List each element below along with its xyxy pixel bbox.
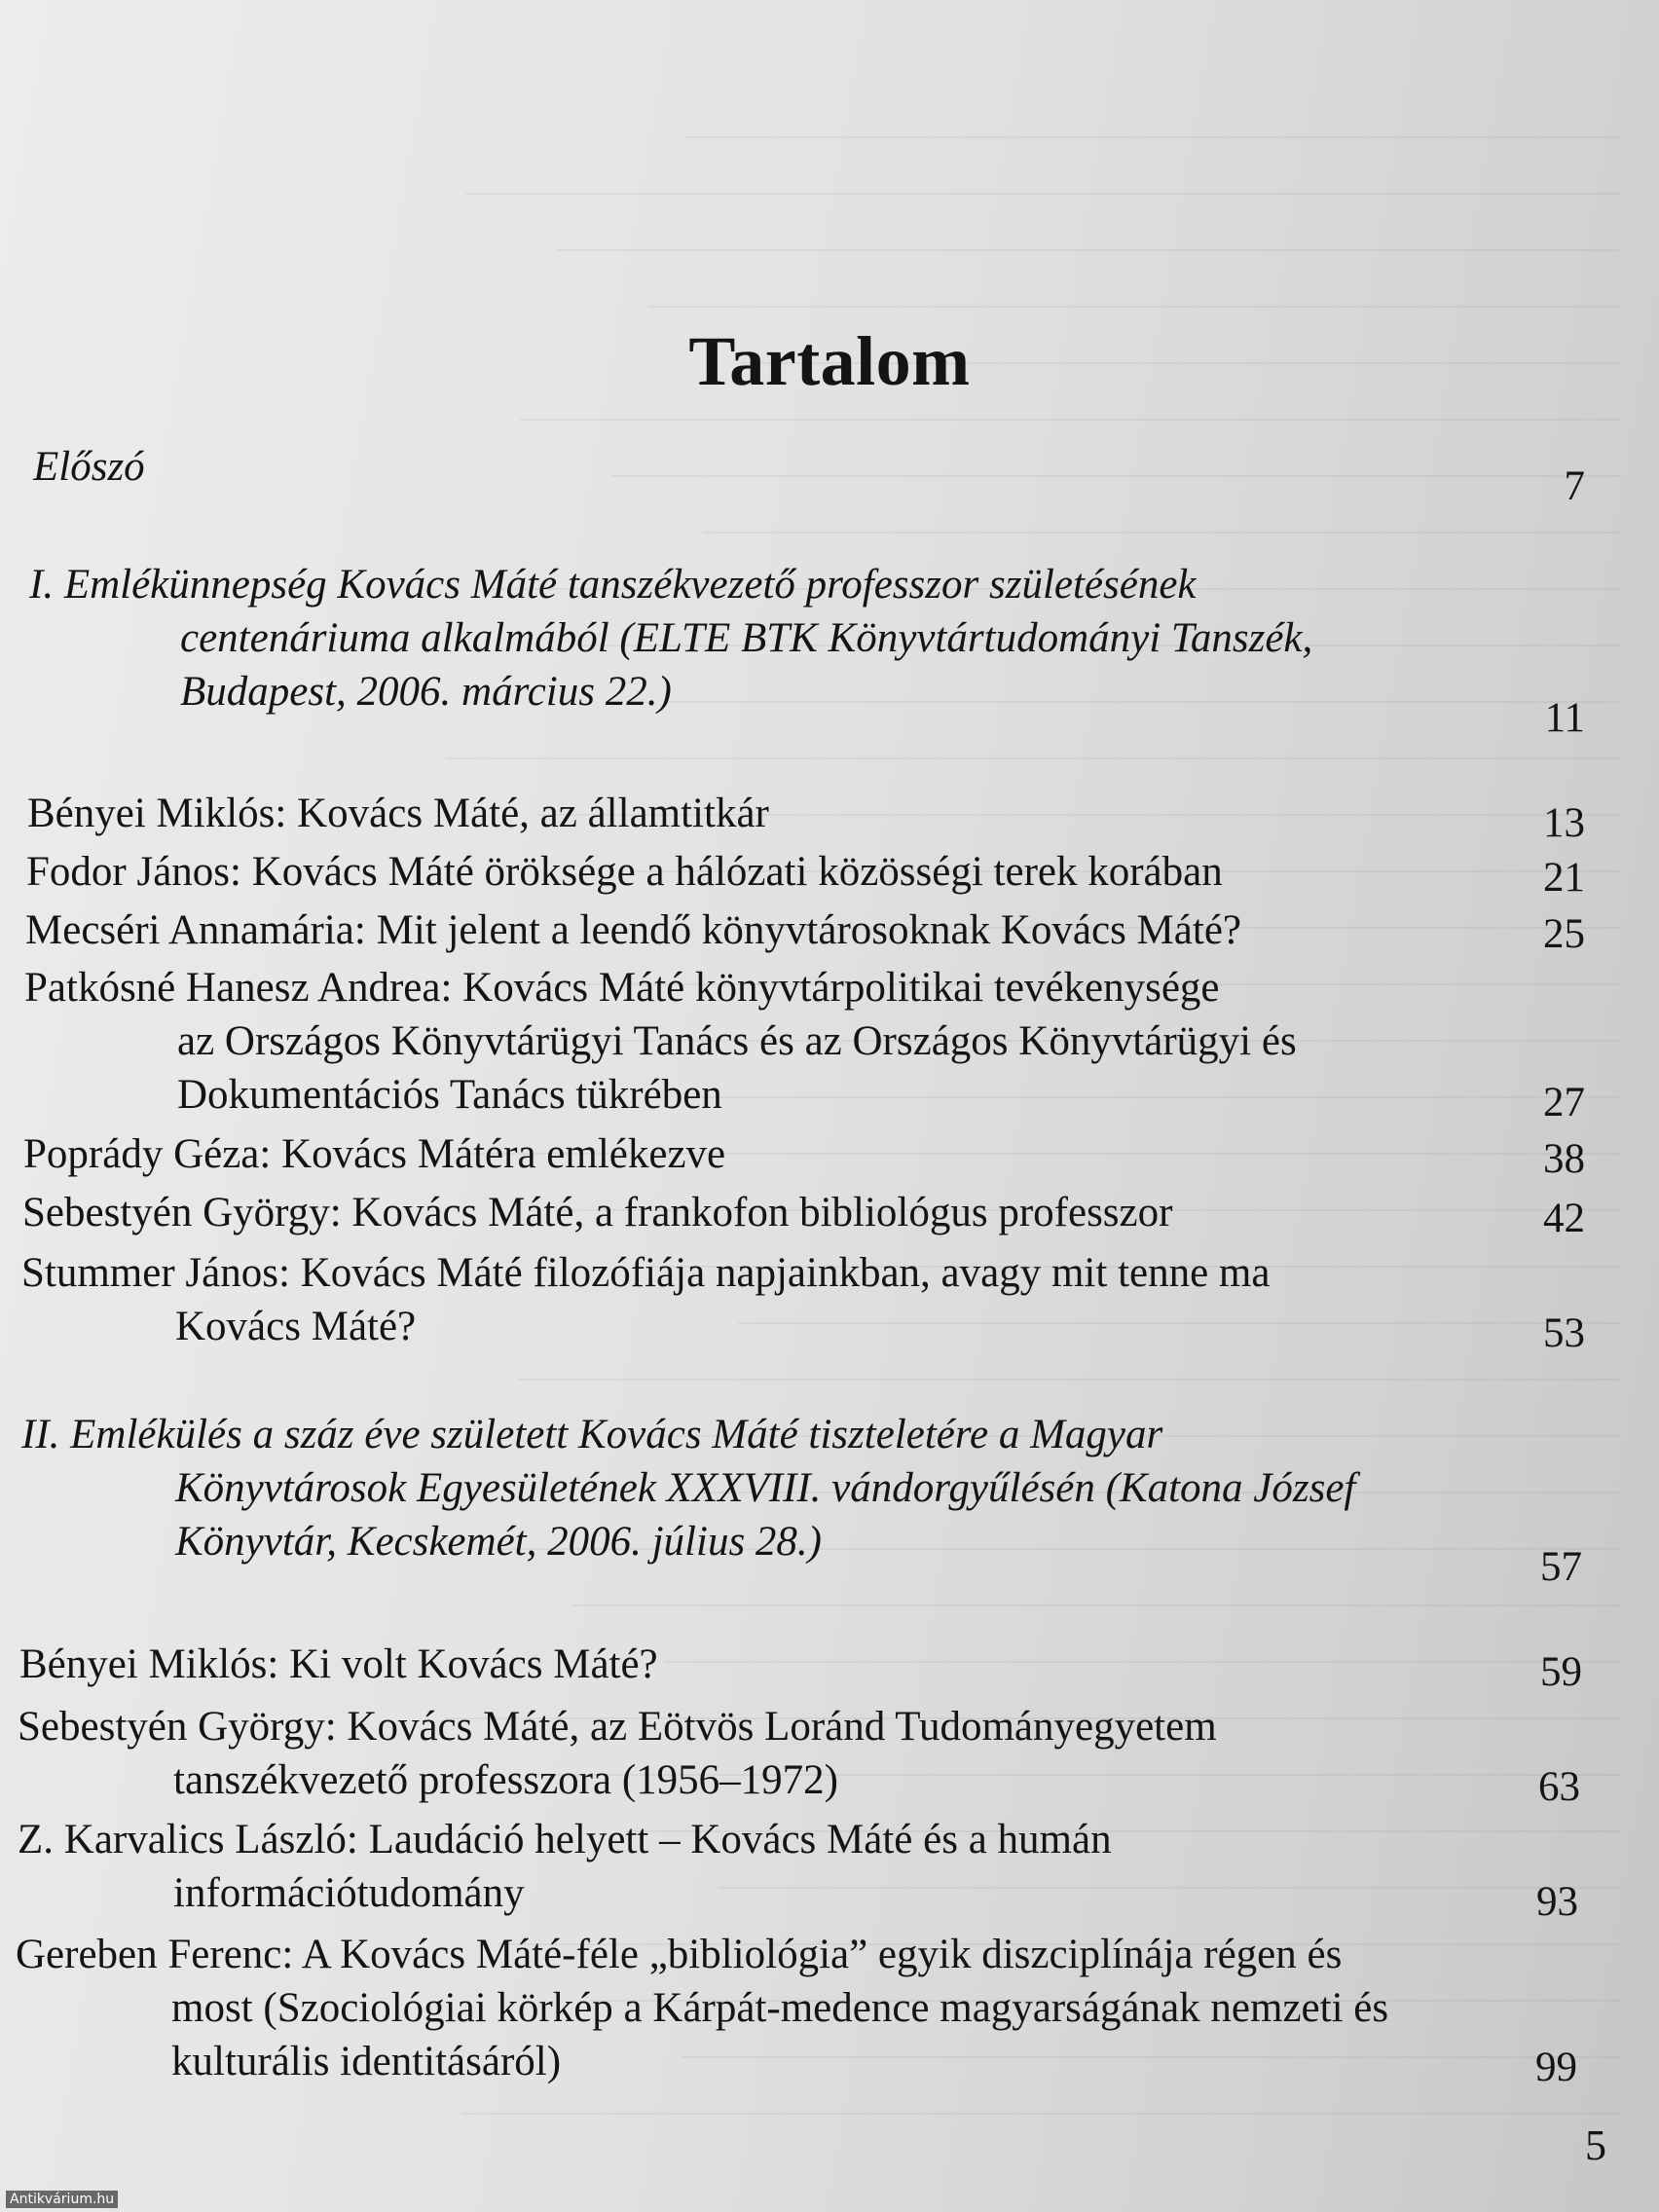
toc-entry-line: Kovács Máté? [175, 1304, 417, 1349]
toc-entry-title [33, 440, 145, 494]
toc-entry-line: Patkósné Hanesz Andrea: Kovács Máté könyvtárpolitikai tevékenysége [24, 965, 1220, 1011]
toc-entry-title [18, 1813, 1112, 1920]
toc-entry-page-number: 57 [1540, 1544, 1582, 1590]
toc-entry-title [19, 1638, 658, 1691]
toc-entry-line: Budapest, 2006. március 22.) [180, 669, 672, 715]
toc-entry-line: Előszó [33, 444, 145, 490]
toc-entry-title [26, 845, 1223, 899]
toc-entry-page-number: 11 [1544, 695, 1585, 741]
toc-entry-line: Sebestyén György: Kovács Máté, az Eötvös Loránd Tudományegyetem [18, 1704, 1217, 1750]
toc-entry-page-number: 42 [1543, 1196, 1585, 1241]
watermark: Antikvárium.hu [6, 2191, 118, 2208]
toc-entry-title [21, 1408, 1355, 1568]
toc-entry-line: Sebestyén György: Kovács Máté, a frankofon bibliológus professzor [22, 1190, 1173, 1235]
toc-entry-page-number: 93 [1536, 1879, 1578, 1925]
toc-entry-title [29, 558, 1312, 719]
toc-entry-line: Mecséri Annamária: Mit jelent a leendő könyvtárosoknak Kovács Máté? [25, 907, 1241, 953]
toc-entry-line: Gereben Ferenc: A Kovács Máté-féle „bibliológia” egyik diszciplínája régen és [16, 1932, 1343, 1977]
toc-entry-page-number: 7 [1564, 463, 1585, 509]
toc-entry-line: centenáriuma alkalmából (ELTE BTK Könyvtártudományi Tanszék, [180, 615, 1313, 661]
toc-entry-line: Z. Karvalics László: Laudáció helyett – Kovács Máté és a humán [18, 1817, 1112, 1862]
toc-entry-line: II. Emlékülés a száz éve született Kovács Máté tiszteletére a Magyar [21, 1412, 1163, 1457]
toc-entry-line: Könyvtárosok Egyesületének XXXVIII. vándorgyűlésén (Katona József [175, 1465, 1356, 1511]
toc-entry-title [16, 1928, 1388, 2088]
toc-entry-line: Bényei Miklós: Ki volt Kovács Máté? [19, 1641, 658, 1687]
toc-entry-line: Fodor János: Kovács Máté öröksége a hálózati közösségi terek korában [26, 849, 1223, 895]
toc-entry-title [18, 1700, 1217, 1807]
toc-entry-title [23, 1127, 725, 1181]
toc-entry-title [27, 787, 769, 840]
toc-entry-line: I. Emlékünnepség Kovács Máté tanszékvezető professzor születésének [29, 562, 1197, 608]
toc-entry-page-number: 99 [1535, 2045, 1577, 2090]
toc-entry-page-number: 21 [1543, 855, 1585, 901]
toc-entry-line: most (Szociológiai körkép a Kárpát-medence magyarságának nemzeti és [171, 1985, 1389, 2031]
toc-entry-page-number: 13 [1543, 800, 1585, 846]
toc-entry-line: Stummer János: Kovács Máté filozófiája napjainkban, avagy mit tenne ma [21, 1250, 1271, 1296]
toc-entry-line: információtudomány [173, 1870, 525, 1916]
toc-entry-line: Dokumentációs Tanács tükrében [177, 1072, 722, 1118]
toc-entry-line: Könyvtár, Kecskemét, 2006. július 28.) [175, 1519, 823, 1565]
toc-entry-line: kulturális identitásáról) [171, 2039, 562, 2084]
toc-entry-page-number: 53 [1543, 1310, 1585, 1356]
toc-entry-title [24, 961, 1297, 1122]
toc-entry-title [25, 903, 1241, 957]
page-number: 5 [1585, 2121, 1606, 2169]
toc-entry-line: tanszékvezető professzora (1956–1972) [173, 1757, 838, 1803]
toc-entry-page-number: 59 [1540, 1649, 1582, 1695]
toc-entry-line: az Országos Könyvtárügyi Tanács és az Országos Könyvtárügyi és [177, 1018, 1297, 1064]
toc-entry-line: Poprády Géza: Kovács Mátéra emlékezve [23, 1131, 726, 1177]
toc-entry-line: Bényei Miklós: Kovács Máté, az államtitkár [27, 791, 769, 836]
toc-entry-page-number: 25 [1543, 911, 1585, 957]
toc-entry-page-number: 63 [1538, 1764, 1580, 1810]
toc-entry-page-number: 27 [1543, 1080, 1585, 1125]
toc-entry-title [21, 1246, 1270, 1353]
page-title: Tartalom [688, 322, 971, 400]
toc-entry-title [22, 1186, 1172, 1239]
toc-entry-page-number: 38 [1543, 1136, 1585, 1182]
